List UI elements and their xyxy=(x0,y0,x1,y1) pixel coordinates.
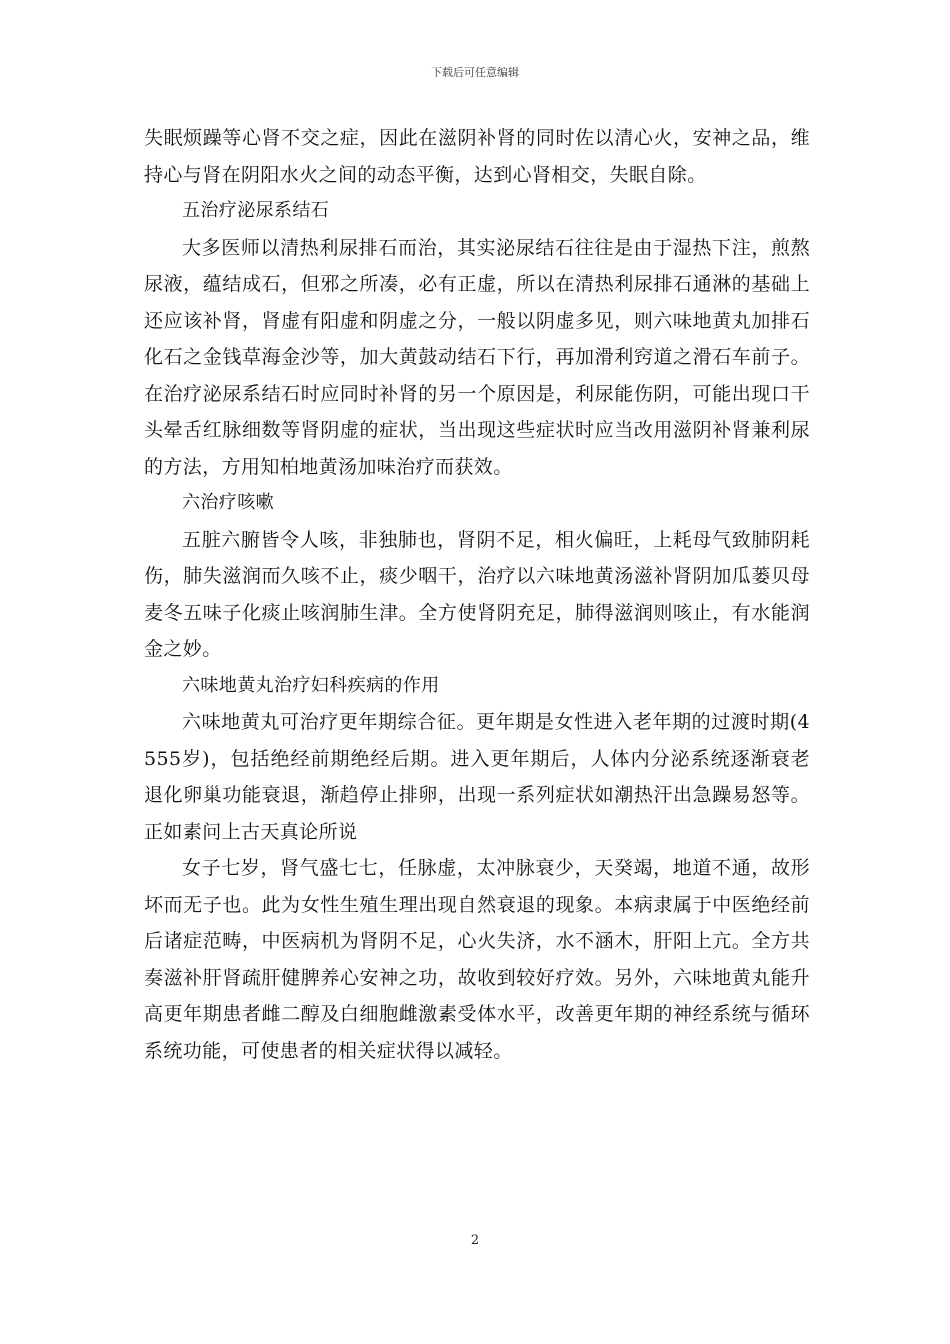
paragraph-menopause: 六味地黄丸可治疗更年期综合征。更年期是女性进入老年期的过渡时期(4555岁)，包括绝经前期绝经后期。进入更年期后，人体内分泌系统逐渐衰老退化卵巢功能衰退，渐趋停止排卵，出现一系列症状如潮热汗出急躁易怒等。正如素问上古天真论所说 xyxy=(144,711,810,843)
section-heading-gynecology: 六味地黄丸治疗妇科疾病的作用 xyxy=(182,674,440,696)
paragraph-cough: 五脏六腑皆令人咳，非独肺也，肾阴不足，相火偏旺，上耗母气致肺阴耗伤，肺失滋润而久咳不止，痰少咽干，治疗以六味地黄汤滋补肾阴加瓜蒌贝母麦冬五味子化痰止咳润肺生津。全方使肾阴充足，肺得滋润则咳止，有水能润金之妙。 xyxy=(144,528,810,660)
paragraph-continuation: 失眠烦躁等心肾不交之症，因此在滋阴补肾的同时佐以清心火，安神之品，维持心与肾在阴阳水火之间的动态平衡，达到心肾相交，失眠自除。 xyxy=(144,127,810,186)
paragraph-urinary-stones: 大多医师以清热利尿排石而治，其实泌尿结石往往是由于湿热下注，煎熬尿液，蕴结成石，但邪之所凑，必有正虚，所以在清热利尿排石通淋的基础上还应该补肾，肾虚有阳虚和阴虚之分，一般以阴虚多见，则六味地黄丸加排石化石之金钱草海金沙等，加大黄鼓动结石下行，再加滑利窍道之滑石车前子。在治疗泌尿系结石时应同时补肾的另一个原因是，利尿能伤阴，可能出现口干头晕舌红脉细数等肾阴虚的症状，当出现这些症状时应当改用滋阴补肾兼利尿的方法，方用知柏地黄汤加味治疗而获效。 xyxy=(144,236,810,478)
page-number: 2 xyxy=(470,1233,480,1248)
paragraph-menopause-continued: 女子七岁，肾气盛七七，任脉虚，太冲脉衰少，天癸竭，地道不通，故形坏而无子也。此为女性生殖生理出现自然衰退的现象。本病隶属于中医绝经前后诸症范畴，中医病机为肾阴不足，心火失济，水不涵木，肝阳上亢。全方共奏滋补肝肾疏肝健脾养心安神之功，故收到较好疗效。另外，六味地黄丸能升高更年期患者雌二醇及白细胞雌激素受体水平，改善更年期的神经系统与循环系统功能，可使患者的相关症状得以减轻。 xyxy=(144,857,810,1062)
section-heading-urinary-stones: 五治疗泌尿系结石 xyxy=(182,200,330,221)
document-body xyxy=(144,120,810,1069)
page-header: 下载后可任意编辑 xyxy=(431,66,519,79)
section-heading-cough: 六治疗咳嗽 xyxy=(182,492,274,513)
